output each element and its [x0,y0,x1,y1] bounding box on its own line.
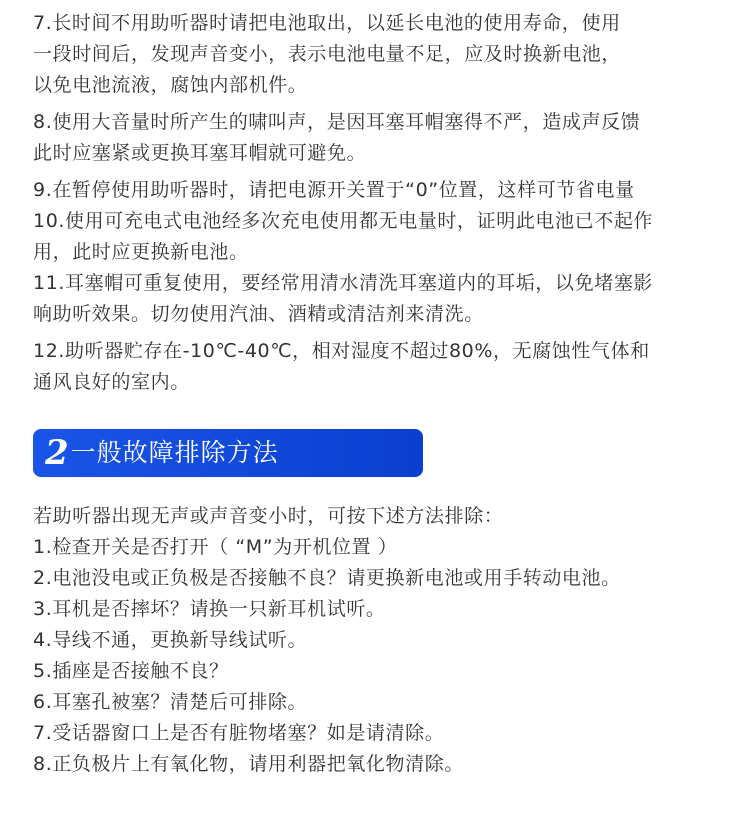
list-item: 2.电池没电或正负极是否接触不良？请更换新电池或用手转动电池。 [33,567,621,589]
troubleshooting-list [33,501,733,780]
note-9: 9.在暂停使用助听器时，请把电源开关置于“0”位置，这样可节省电量 [33,179,635,201]
section-title: 一般故障排除方法 [70,438,279,467]
note-11: 11.耳塞帽可重复使用，要经常用清水清洗耳塞道内的耳垢，以免堵塞影 响助听效果。切勿使用汽油、酒精或清洁剂来清洗。 [33,272,654,325]
list-item: 7.受话器窗口上是否有脏物堵塞？如是请清除。 [33,722,445,744]
section-number: 2 [45,433,69,473]
note-7: 7.长时间不用助听器时请把电池取出，以延长电池的使用寿命，使用 一段时间后，发现声音变小，表示电池电量不足，应及时换新电池， 以免电池流液，腐蚀内部机件。 [33,12,622,96]
troubleshooting-intro: 若助听器出现无声或声音变小时，可按下述方法排除： [33,505,504,527]
list-item: 4.导线不通，更换新导线试听。 [33,629,308,651]
note-12: 12.助听器贮存在-10℃-40℃，相对湿度不超过80%，无腐蚀性气体和 通风良好的室内。 [33,340,650,393]
note-8: 8.使用大音量时所产生的啸叫声，是因耳塞耳帽塞得不严，造成声反馈 此时应塞紧或更换耳塞耳帽就可避免。 [33,111,641,164]
list-item: 6.耳塞孔被塞？清楚后可排除。 [33,691,308,713]
note-10: 10.使用可充电式电池经多次充电使用都无电量时，证明此电池已不起作 用，此时应更换新电池。 [33,210,654,263]
section-header [33,429,423,477]
list-item: 3.耳机是否摔坏？请换一只新耳机试听。 [33,598,386,620]
usage-notes [33,8,733,404]
list-item: 5.插座是否接触不良？ [33,660,229,682]
list-item: 1.检查开关是否打开（ “M”为开机位置 ） [33,536,398,558]
list-item: 8.正负极片上有氧化物，请用利器把氧化物清除。 [33,753,464,775]
